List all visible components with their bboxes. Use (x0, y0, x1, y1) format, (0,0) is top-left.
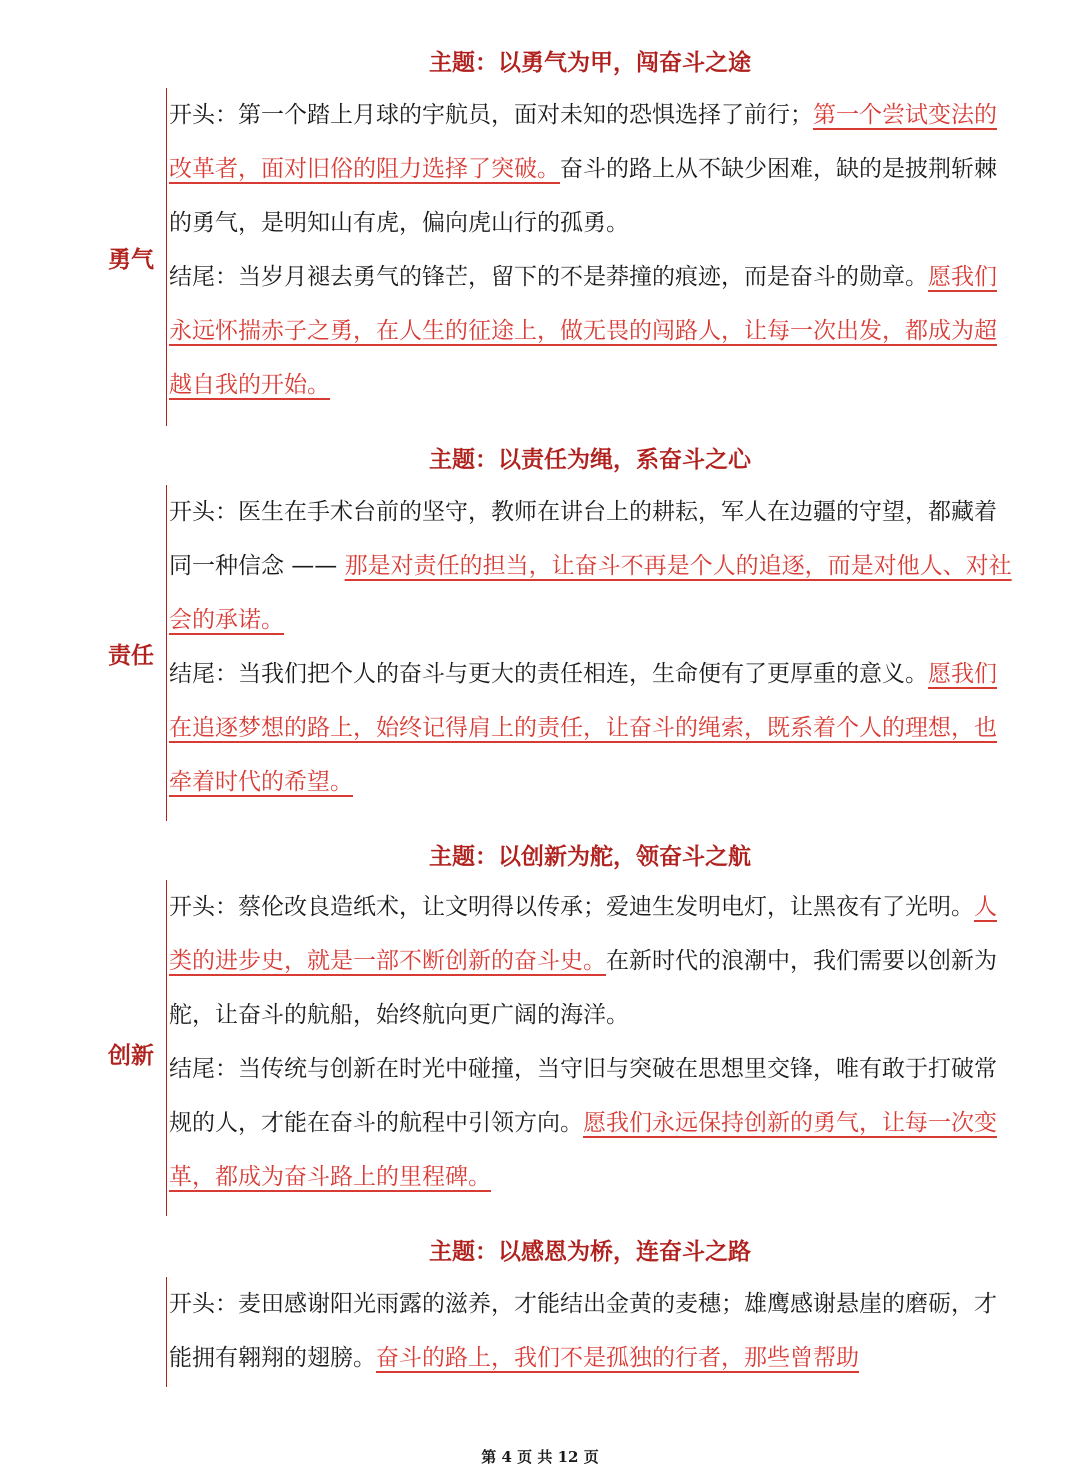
closing-paragraph (169, 647, 1017, 809)
closing-text: 当我们把个人的奋斗与更大的责任相连，生命便有了更厚重的意义。 (238, 661, 928, 687)
section-body (166, 880, 1017, 1216)
opening-paragraph (169, 1277, 1017, 1385)
closing-label: 结尾： (169, 661, 238, 687)
section-label: 勇气 (108, 247, 154, 273)
opening-text: 医生在手术台前的坚守，教师在讲台上的耕耘，军人在边疆的守望，都藏着同一种信念 —— (169, 499, 997, 579)
closing-text: 当传统与创新在时光中碰撞，当守旧与突破在思想里交锋，唯有敢于打破常规的人，才能在奋斗的航程中引领方向。 (169, 1056, 997, 1136)
closing-highlight: 愿我们永远保持创新的勇气，让每一次变革，都成为奋斗路上的里程碑。 (169, 1110, 997, 1190)
opening-highlight: 人类的进步史，就是一部不断创新的奋斗史。 (169, 894, 997, 974)
section-label: 创新 (108, 1043, 154, 1069)
opening-label: 开头： (169, 499, 238, 525)
opening-label: 开头： (169, 894, 238, 920)
closing-label: 结尾： (169, 264, 238, 290)
section-title: 主题：以感恩为桥，连奋斗之路 (429, 1239, 751, 1265)
section-title: 主题：以勇气为甲，闯奋斗之途 (429, 50, 751, 76)
section-body (166, 1277, 1017, 1387)
opening-text: 蔡伦改良造纸术，让文明得以传承；爱迪生发明电灯，让黑夜有了光明。 (238, 894, 974, 920)
opening-highlight: 第一个尝试变法的改革者，面对旧俗的阻力选择了突破。 (169, 102, 997, 182)
page-number: 第 4 页 共 12 页 (481, 1448, 599, 1466)
opening-highlight: 那是对责任的担当，让奋斗不再是个人的追逐，而是对他人、对社会的承诺。 (169, 553, 1012, 633)
section-body (166, 88, 1017, 426)
closing-paragraph (169, 1042, 1017, 1204)
opening-text-cont: 在新时代的浪潮中，我们需要以创新为舵，让奋斗的航船，始终航向更广阔的海洋。 (169, 948, 997, 1028)
opening-paragraph (169, 88, 1017, 250)
section-body (166, 485, 1017, 821)
closing-highlight: 愿我们在追逐梦想的路上，始终记得肩上的责任，让奋斗的绳索，既系着个人的理想，也牵着时代的希望。 (169, 661, 997, 795)
section-title: 主题：以责任为绳，系奋斗之心 (429, 447, 751, 473)
opening-text: 第一个踏上月球的宇航员，面对未知的恐惧选择了前行； (238, 102, 813, 128)
opening-label: 开头： (169, 102, 238, 128)
opening-highlight: 奋斗的路上，我们不是孤独的行者，那些曾帮助 (376, 1345, 859, 1371)
section-title: 主题：以创新为舵，领奋斗之航 (429, 844, 751, 870)
closing-highlight: 愿我们永远怀揣赤子之勇，在人生的征途上，做无畏的闯路人，让每一次出发，都成为超越自我的开始。 (169, 264, 997, 398)
opening-text-cont: 奋斗的路上从不缺少困难，缺的是披荆斩棘的勇气，是明知山有虎，偏向虎山行的孤勇。 (169, 156, 997, 236)
opening-paragraph (169, 880, 1017, 1042)
closing-paragraph (169, 250, 1017, 412)
opening-paragraph (169, 485, 1017, 647)
section-label: 责任 (108, 643, 154, 669)
opening-text: 麦田感谢阳光雨露的滋养，才能结出金黄的麦穗；雄鹰感谢悬崖的磨砺，才能拥有翱翔的翅膀。 (169, 1291, 997, 1371)
closing-label: 结尾： (169, 1056, 238, 1082)
opening-label: 开头： (169, 1291, 238, 1317)
closing-text: 当岁月褪去勇气的锋芒，留下的不是莽撞的痕迹，而是奋斗的勋章。 (238, 264, 928, 290)
